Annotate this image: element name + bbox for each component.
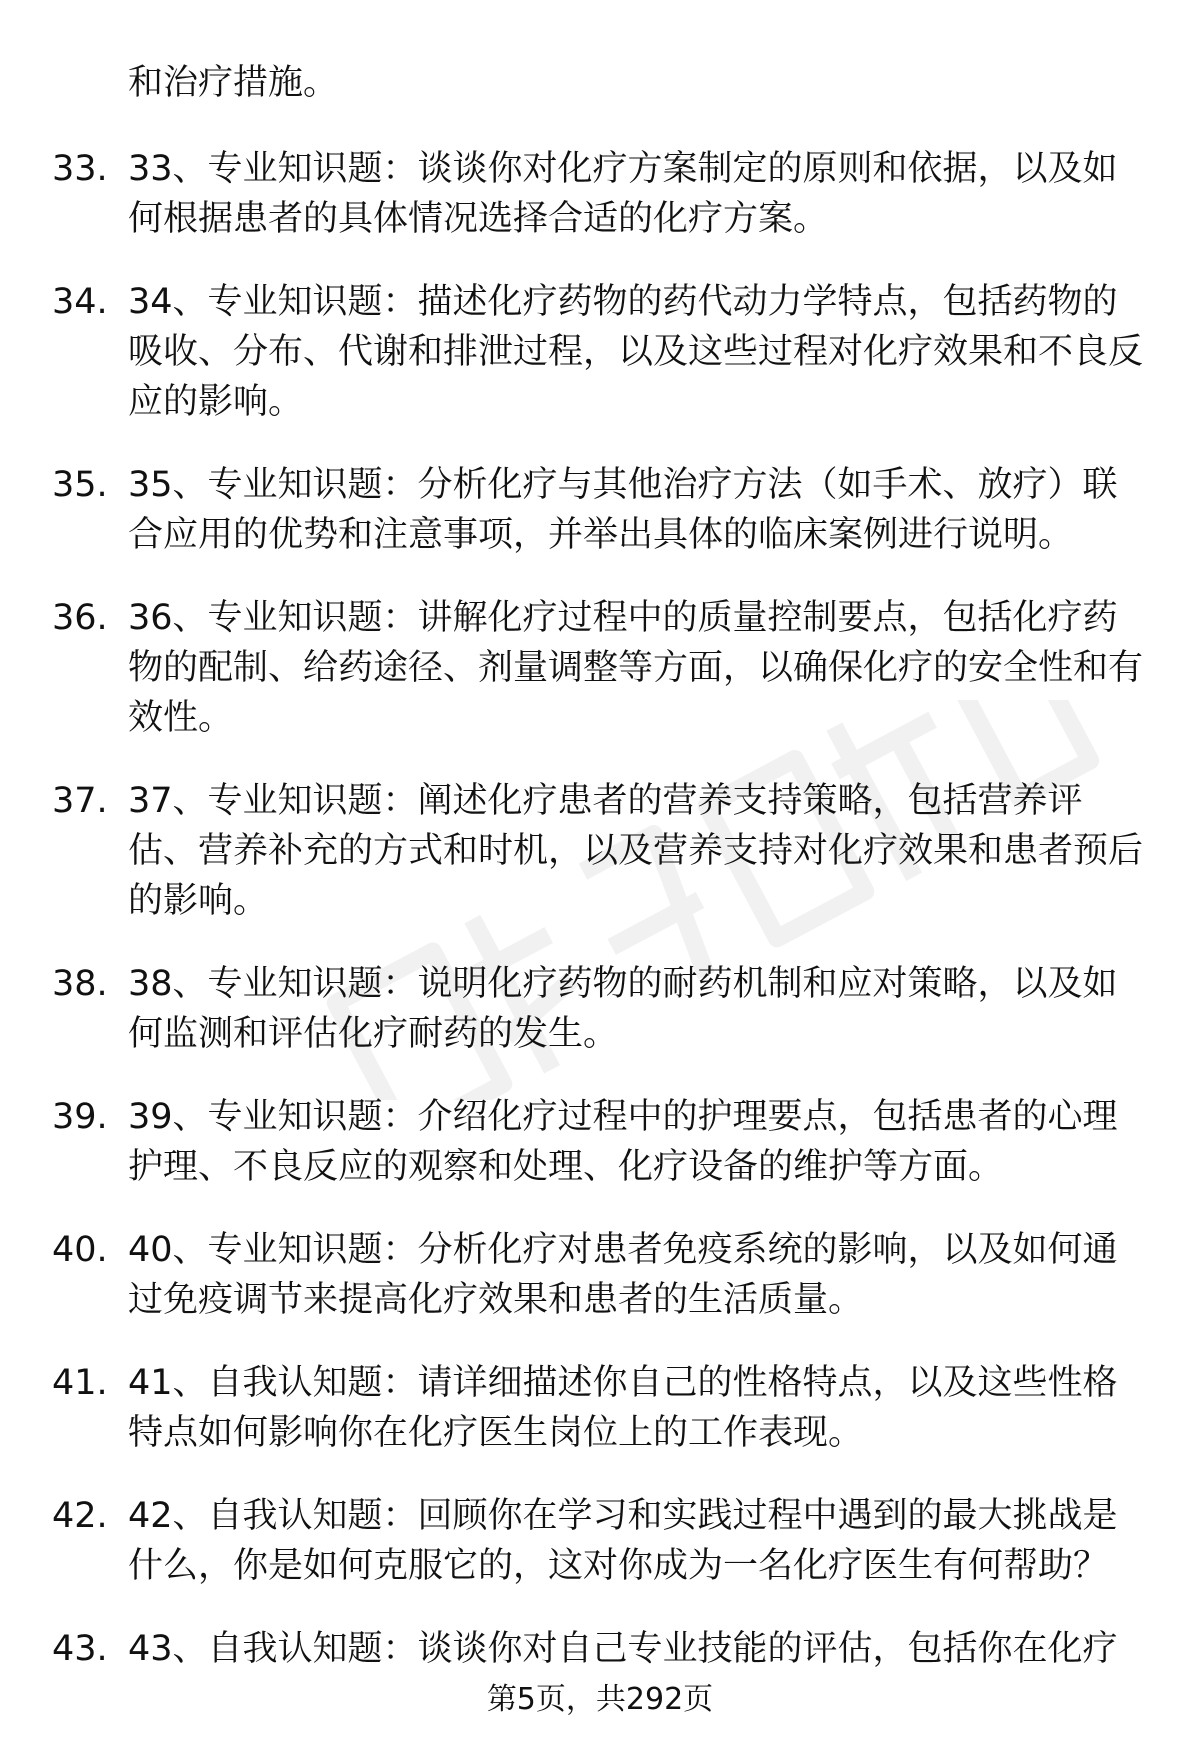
item-text: 36、专业知识题：讲解化疗过程中的质量控制要点，包括化疗药物的配制、给药途径、剂量调整等方面，以确保化疗的安全性和有效性。 [128,598,1144,738]
item-number: 36. [52,598,108,638]
item-number: 41. [52,1363,108,1403]
question-list [0,144,1200,1707]
list-item [0,1358,1200,1458]
item-number: 40. [52,1230,108,1270]
item-number: 34. [52,282,108,322]
item-text: 38、专业知识题：说明化疗药物的耐药机制和应对策略，以及如何监测和评估化疗耐药的发生。 [128,964,1118,1054]
list-item [0,1225,1200,1325]
item-text: 41、自我认知题：请详细描述你自己的性格特点，以及这些性格特点如何影响你在化疗医生岗位上的工作表现。 [128,1363,1118,1453]
item-text: 34、专业知识题：描述化疗药物的药代动力学特点，包括药物的吸收、分布、代谢和排泄过程，以及这些过程对化疗效果和不良反应的影响。 [128,282,1144,422]
item-number: 35. [52,465,108,505]
item-number: 33. [52,149,108,189]
list-item [0,277,1200,427]
item-number: 38. [52,964,108,1004]
list-item [0,593,1200,743]
continuation-text: 和治疗措施。 [128,63,339,103]
page-footer: 第5页，共292页 [486,1682,714,1717]
list-item [0,959,1200,1059]
list-item [0,1491,1200,1591]
item-text: 37、专业知识题：阐述化疗患者的营养支持策略，包括营养评估、营养补充的方式和时机，以及营养支持对化疗效果和患者预后的影响。 [128,781,1144,921]
item-number: 39. [52,1097,108,1137]
item-number: 37. [52,781,108,821]
item-text: 42、自我认知题：回顾你在学习和实践过程中遇到的最大挑战是什么，你是如何克服它的，这对你成为一名化疗医生有何帮助？ [128,1496,1118,1586]
item-text: 35、专业知识题：分析化疗与其他治疗方法（如手术、放疗）联合应用的优势和注意事项，并举出具体的临床案例进行说明。 [128,465,1118,555]
item-text: 33、专业知识题：谈谈你对化疗方案制定的原则和依据，以及如何根据患者的具体情况选择合适的化疗方案。 [128,149,1118,239]
item-number: 43. [52,1629,108,1669]
item-text: 39、专业知识题：介绍化疗过程中的护理要点，包括患者的心理护理、不良反应的观察和处理、化疗设备的维护等方面。 [128,1097,1118,1187]
list-item [0,776,1200,926]
item-text: 43、自我认知题：谈谈你对自己专业技能的评估，包括你在化疗 [128,1629,1118,1669]
list-item [0,1092,1200,1192]
list-item [0,1624,1200,1674]
item-text: 40、专业知识题：分析化疗对患者免疫系统的影响，以及如何通过免疫调节来提高化疗效果和患者的生活质量。 [128,1230,1118,1320]
list-item [0,144,1200,244]
item-number: 42. [52,1496,108,1536]
list-item [0,460,1200,560]
